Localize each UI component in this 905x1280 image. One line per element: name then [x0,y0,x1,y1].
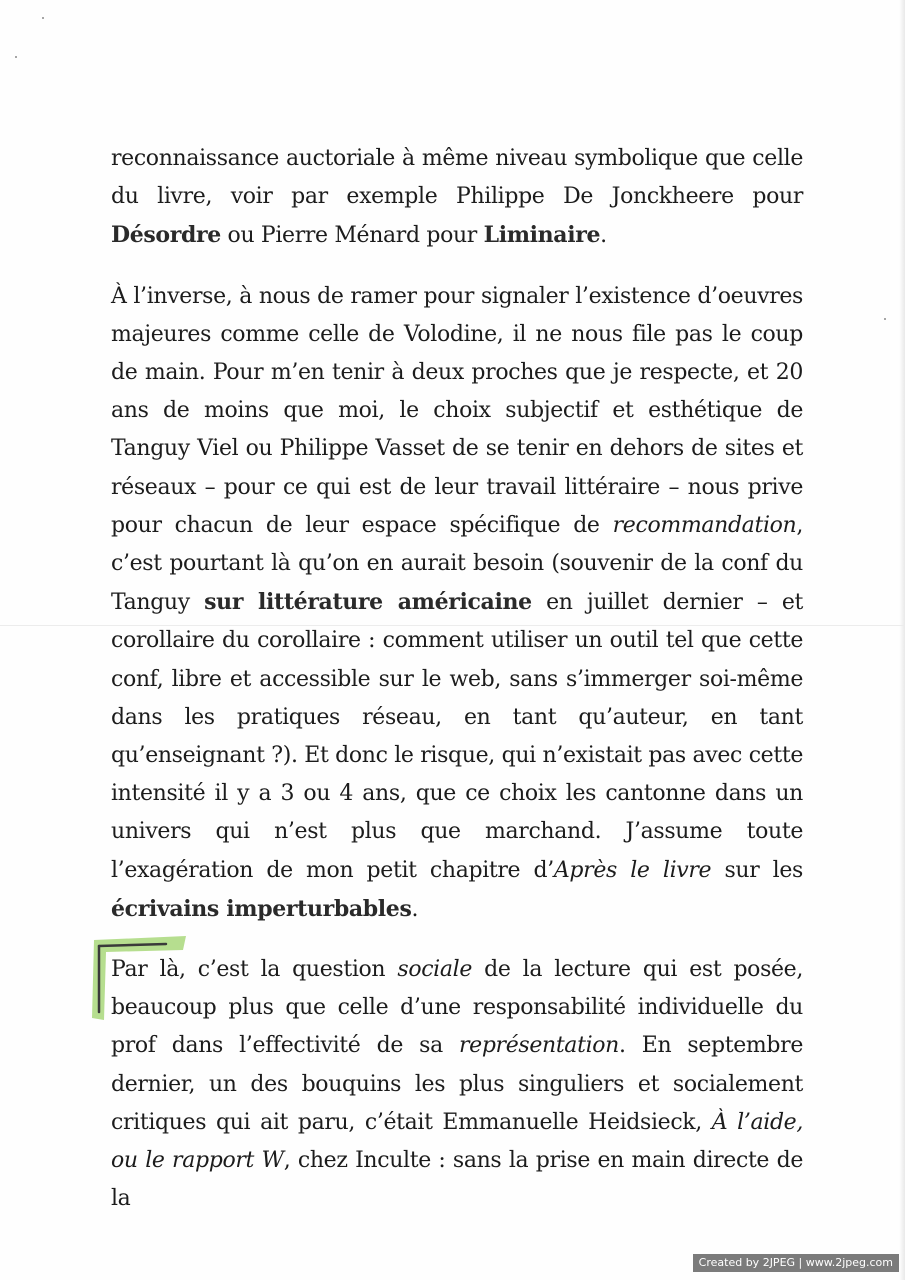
margin-bracket-mark [86,930,196,1022]
text-run: . [600,223,607,249]
italic-text: représentation [458,1033,619,1059]
scan-speck [15,56,17,58]
text-run: en juillet dernier – et corollaire du corollaire : comment utiliser un outil tel que cette conf, libre et accessible sur le web, sans s’immerger soi-même dans les pratiques réseau, en tant qu’auteur, en tant qu’enseignant ?). Et donc le risque, qui n’existait pas avec cette intensité il y a 3 ou 4 ans, que ce choix les cantonne dans un univers qui n’est plus que marchand. J’assume toute l’exagération de mon petit chapitre d’ [111,590,804,883]
emphasized-title: Désordre [111,222,221,249]
text-run: sur les [711,857,803,883]
text-run: , c’est pourtant là qu’on en aurait besoin (souvenir de la conf du Tanguy [111,512,803,616]
italic-text: recommandation [612,512,797,538]
scan-speck [884,318,886,320]
text-run: À l’inverse, à nous de ramer pour signaler l’existence d’oeuvres majeures comme celle de Volodine, il ne nous file pas le coup de main. Pour m’en tenir à deux proches que je respecte, et 20 ans de moins que moi, le choix subjectif et esthétique de Tanguy Viel ou Philippe Vasset de se tenir en dehors de sites et réseaux – pour ce qui est de leur travail littéraire – nous prive pour chacun de leur espace spécifique de [111,283,803,538]
text-run: de la lecture qui est posée, beaucoup plus que celle d’une responsabilité individuelle du prof dans l’effectivité de sa [111,957,803,1059]
text-run: , chez Inculte : sans la prise en main directe de la [111,1148,803,1212]
emphasized-title: Liminaire [483,222,601,249]
italic-text: À l’aide, ou le rapport W [111,1109,803,1174]
document-body [111,140,803,1240]
text-run: reconnaissance auctoriale à même niveau symbolique que celle du livre, voir par exemple Philippe De Jonckheere pour [111,146,803,210]
text-run: Par là, c’est la question [111,957,398,983]
italic-text: Après le livre [553,857,712,883]
text-run: ou Pierre Ménard pour [220,223,484,249]
emphasized-title: sur littérature américaine [204,589,532,616]
paragraph-2 [111,278,803,929]
scan-edge [899,0,905,1280]
italic-text: sociale [397,957,472,983]
text-run: . En septembre dernier, un des bouquins les plus singuliers et socialement critiques qui ait paru, c’était Emmanuelle Heidsieck, [111,1033,804,1135]
scan-speck [42,17,44,19]
emphasized-title: écrivains imperturbables [111,895,412,922]
text-run: . [411,896,419,922]
paragraph-1 [111,140,803,256]
paragraph-3 [111,951,803,1218]
watermark-badge: Created by 2JPEG | www.2jpeg.com [693,1254,899,1272]
